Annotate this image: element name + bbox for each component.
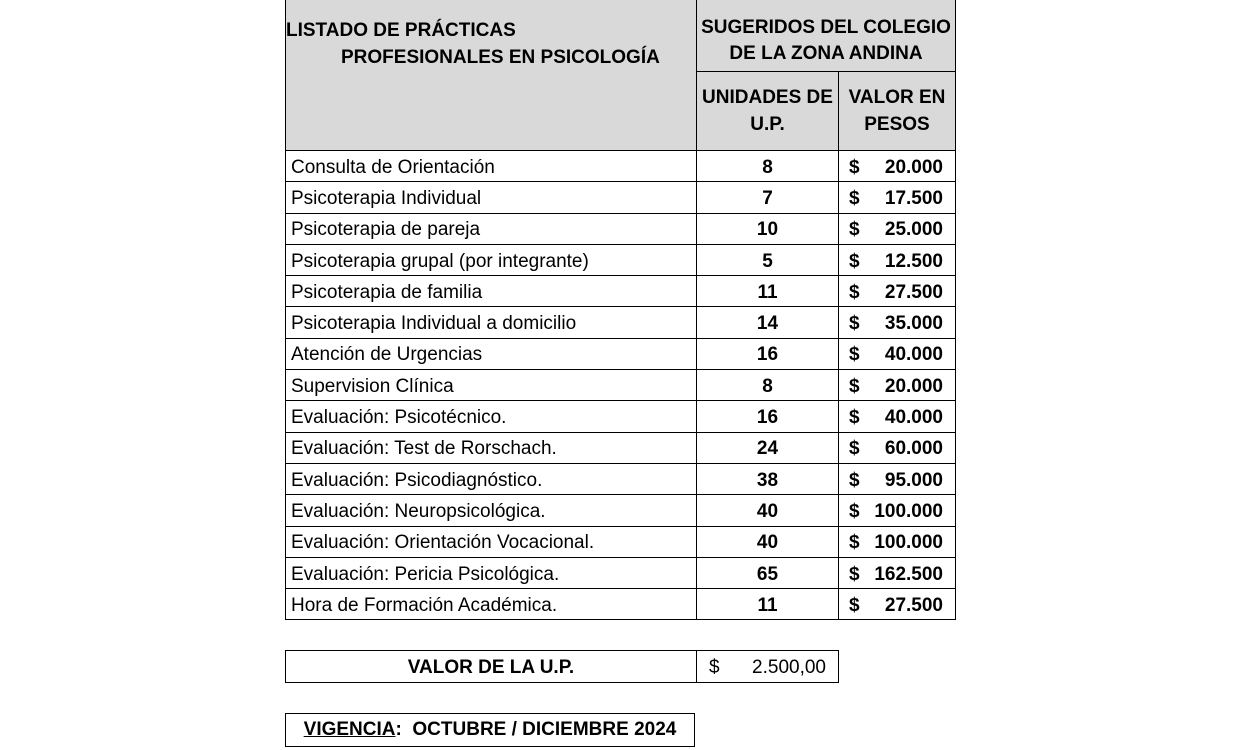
practice-units-text: 8: [762, 156, 773, 178]
table-row: [286, 370, 956, 401]
practice-value-amount: 25.000: [884, 219, 943, 241]
practice-units: [697, 495, 839, 526]
practice-name: [286, 463, 697, 494]
practice-value: [839, 557, 956, 588]
practice-value: [839, 276, 956, 307]
currency-symbol: $: [849, 344, 860, 366]
currency-symbol: $: [849, 281, 860, 303]
column-group-line-2: DE LA ZONA ANDINA: [729, 43, 923, 64]
practice-units-text: 8: [762, 375, 773, 397]
practice-value: [839, 432, 956, 463]
unit-value-cell: [697, 651, 839, 683]
practices-table: [285, 0, 956, 620]
practice-value: [839, 338, 956, 369]
practice-units-text: 14: [756, 313, 779, 335]
validity-box: [285, 713, 695, 747]
currency-symbol: $: [849, 469, 860, 491]
table-row: [286, 182, 956, 213]
unit-value-label: VALOR DE LA U.P.: [286, 651, 697, 683]
practice-name-text: Atención de Urgencias: [291, 344, 483, 366]
units-column-header: [697, 72, 839, 151]
validity-label: VIGENCIA: [303, 719, 396, 740]
practice-value: [839, 589, 956, 620]
table-title-cell: [286, 0, 697, 151]
table-row: [286, 557, 956, 588]
currency-symbol: $: [849, 500, 860, 522]
practice-name: [286, 370, 697, 401]
practice-name: [286, 401, 697, 432]
practice-units-text: 38: [756, 469, 779, 491]
practice-name-text: Hora de Formación Académica.: [291, 594, 558, 616]
practice-name-text: Evaluación: Psicodiagnóstico.: [291, 469, 543, 491]
practice-units-text: 11: [757, 594, 778, 616]
table-title-line-1: LISTADO DE PRÁCTICAS: [286, 20, 516, 41]
unit-value-table: [285, 650, 839, 683]
table-row: [286, 526, 956, 557]
practice-value-amount: 27.500: [884, 281, 943, 303]
practice-value-amount: 20.000: [884, 156, 943, 178]
table-row: [286, 401, 956, 432]
practice-value-amount: 17.500: [884, 187, 943, 209]
unit-value-row: [286, 651, 839, 683]
practice-units: [697, 401, 839, 432]
table-row: [286, 276, 956, 307]
practice-name: [286, 182, 697, 213]
practice-name: [286, 213, 697, 244]
practice-units: [697, 463, 839, 494]
practice-units-text: 40: [756, 500, 779, 522]
practice-name-text: Psicoterapia de pareja: [291, 219, 481, 241]
practice-value: [839, 244, 956, 275]
practice-units-text: 10: [756, 219, 779, 241]
practice-units: [697, 244, 839, 275]
header-row-1: [286, 0, 956, 72]
practice-units: [697, 182, 839, 213]
practice-name: [286, 557, 697, 588]
practice-units: [697, 276, 839, 307]
practice-units-text: 24: [756, 438, 779, 460]
practice-name-text: Psicoterapia grupal (por integrante): [291, 250, 589, 272]
practice-name: [286, 589, 697, 620]
practice-value: [839, 307, 956, 338]
currency-symbol: $: [849, 407, 860, 429]
table-row: [286, 463, 956, 494]
practice-name: [286, 307, 697, 338]
practice-value: [839, 213, 956, 244]
practice-value-amount: 40.000: [884, 407, 943, 429]
practice-value-amount: 60.000: [884, 438, 943, 460]
practice-value-amount: 35.000: [884, 313, 943, 335]
practice-units-text: 65: [756, 563, 779, 585]
practice-units-text: 40: [756, 532, 779, 554]
practice-units: [697, 338, 839, 369]
practice-units: [697, 589, 839, 620]
practice-name: [286, 244, 697, 275]
practice-value-amount: 27.500: [884, 594, 943, 616]
table-row: [286, 244, 956, 275]
practice-name-text: Evaluación: Orientación Vocacional.: [291, 532, 595, 554]
practice-units-text: 11: [757, 281, 778, 303]
practice-value: [839, 182, 956, 213]
table-row: [286, 307, 956, 338]
practice-units: [697, 307, 839, 338]
practice-name: [286, 151, 697, 182]
unit-value-currency: $: [709, 656, 720, 678]
practice-value-amount: 162.500: [874, 563, 943, 585]
currency-symbol: $: [849, 438, 860, 460]
practice-name-text: Evaluación: Test de Rorschach.: [291, 438, 557, 460]
table-row: [286, 432, 956, 463]
table-row: [286, 495, 956, 526]
currency-symbol: $: [849, 250, 860, 272]
practice-name: [286, 276, 697, 307]
value-column-header: [839, 72, 956, 151]
practice-name-text: Supervision Clínica: [291, 375, 454, 397]
currency-symbol: $: [849, 532, 860, 554]
practice-value-amount: 40.000: [884, 344, 943, 366]
practice-units-text: 16: [756, 407, 779, 429]
practice-name-text: Psicoterapia Individual a domicilio: [291, 313, 577, 335]
practice-name-text: Evaluación: Pericia Psicológica.: [291, 563, 560, 585]
practice-units: [697, 151, 839, 182]
unit-value-amount: 2.500,00: [752, 656, 826, 678]
table-row: [286, 589, 956, 620]
practice-units: [697, 213, 839, 244]
currency-symbol: $: [849, 375, 860, 397]
practice-value: [839, 463, 956, 494]
practice-name-text: Evaluación: Neuropsicológica.: [291, 500, 546, 522]
practice-units: [697, 370, 839, 401]
practice-units-text: 5: [762, 250, 773, 272]
practice-value-amount: 20.000: [884, 375, 943, 397]
practice-value: [839, 151, 956, 182]
practice-value: [839, 401, 956, 432]
units-header-line-2: U.P.: [750, 114, 785, 135]
practice-value-amount: 12.500: [884, 250, 943, 272]
practice-units: [697, 557, 839, 588]
currency-symbol: $: [849, 219, 860, 241]
column-group-header: [697, 0, 956, 72]
practice-units-text: 7: [762, 187, 773, 209]
practice-name-text: Psicoterapia de familia: [291, 281, 483, 303]
practice-name-text: Evaluación: Psicotécnico.: [291, 407, 507, 429]
currency-symbol: $: [849, 187, 860, 209]
value-header-line-2: PESOS: [864, 114, 930, 135]
practice-units: [697, 526, 839, 557]
practice-value-amount: 95.000: [884, 469, 943, 491]
practice-value: [839, 370, 956, 401]
practice-name: [286, 526, 697, 557]
practice-value-amount: 100.000: [874, 532, 943, 554]
currency-symbol: $: [849, 594, 860, 616]
practice-units: [697, 432, 839, 463]
practice-value: [839, 495, 956, 526]
currency-symbol: $: [849, 313, 860, 335]
table-row: [286, 338, 956, 369]
practice-name: [286, 338, 697, 369]
table-row: [286, 151, 956, 182]
practice-name-text: Psicoterapia Individual: [291, 187, 482, 209]
validity-separator: :: [395, 719, 413, 740]
currency-symbol: $: [849, 563, 860, 585]
table-row: [286, 213, 956, 244]
table-title-line-2: PROFESIONALES EN PSICOLOGÍA: [341, 47, 660, 68]
currency-symbol: $: [849, 156, 860, 178]
practice-value-amount: 100.000: [874, 500, 943, 522]
column-group-line-1: SUGERIDOS DEL COLEGIO: [701, 17, 951, 38]
validity-period: OCTUBRE / DICIEMBRE 2024: [412, 719, 677, 740]
practice-name: [286, 495, 697, 526]
practice-name: [286, 432, 697, 463]
practice-units-text: 16: [756, 344, 779, 366]
value-header-line-1: VALOR EN: [848, 87, 946, 108]
units-header-line-1: UNIDADES DE: [702, 87, 833, 108]
practice-value: [839, 526, 956, 557]
practice-name-text: Consulta de Orientación: [291, 156, 495, 178]
